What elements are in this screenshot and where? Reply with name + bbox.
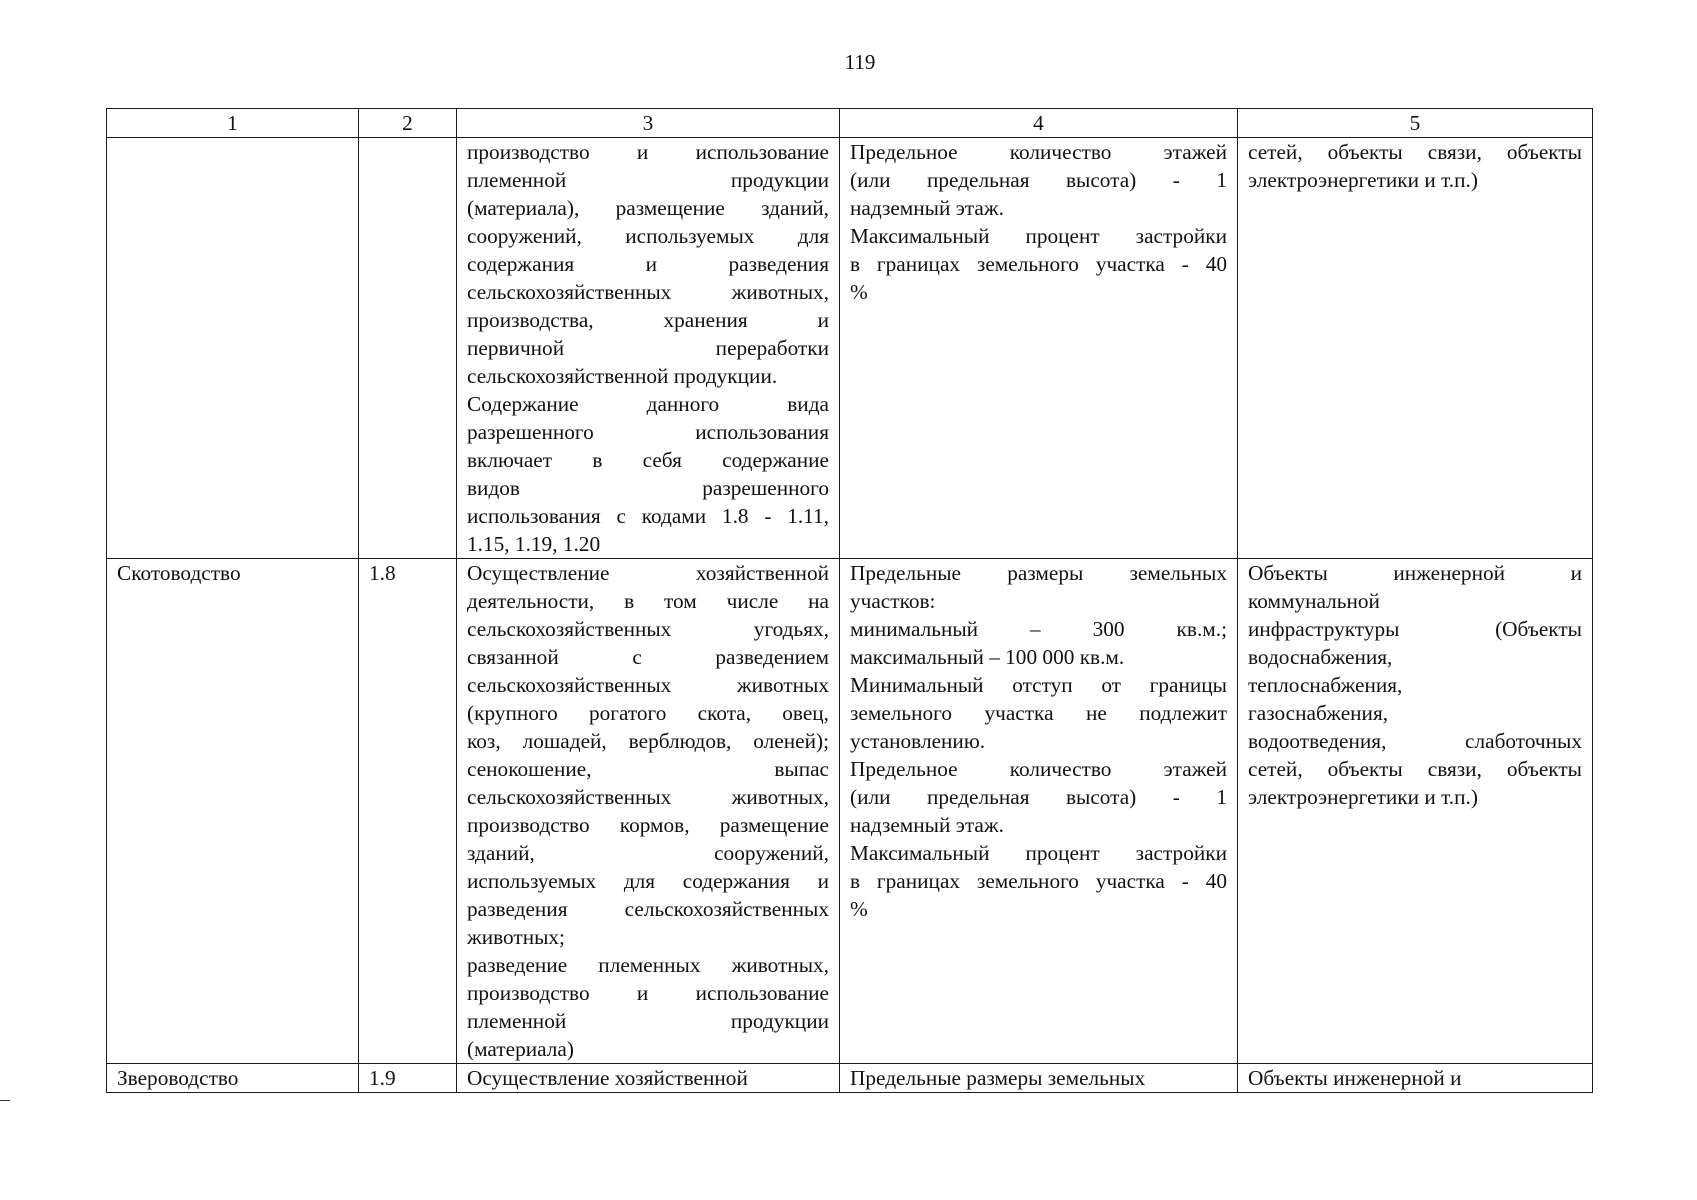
row-name-cell bbox=[107, 138, 359, 559]
row-code-cell: 1.8 bbox=[359, 559, 457, 1064]
row-code-cell bbox=[359, 138, 457, 559]
text-line: связанной с разведением bbox=[467, 645, 829, 669]
text-line: Максимальный процент застройки bbox=[850, 224, 1227, 248]
text-line: зданий, сооружений, bbox=[467, 841, 829, 865]
text-line: Минимальный отступ от границы bbox=[850, 673, 1227, 697]
row-description-cell bbox=[457, 138, 840, 559]
row-description-cell bbox=[457, 559, 840, 1064]
text-line: сенокошение, выпас bbox=[467, 757, 829, 781]
text-line: сельскохозяйственных угодьях, bbox=[467, 617, 829, 641]
text-line: сельскохозяйственных животных, bbox=[467, 785, 829, 809]
text-line: (материала) bbox=[467, 1037, 574, 1061]
text-line: сетей, объекты связи, объекты bbox=[1248, 757, 1582, 781]
row-auxiliary-cell bbox=[1238, 559, 1593, 1064]
text-line: водоснабжения, bbox=[1248, 645, 1393, 669]
text-line: Предельное количество этажей bbox=[850, 757, 1227, 781]
text-line: Осуществление хозяйственной bbox=[467, 1066, 748, 1090]
text-line: земельного участка не подлежит bbox=[850, 701, 1227, 725]
header-col-2: 2 bbox=[359, 109, 457, 138]
text-line: разрешенного использования bbox=[467, 420, 829, 444]
header-col-5: 5 bbox=[1238, 109, 1593, 138]
text-line: (или предельная высота) - 1 bbox=[850, 785, 1227, 809]
row-parameters-cell bbox=[840, 138, 1238, 559]
row-parameters-cell bbox=[840, 559, 1238, 1064]
text-line: производство кормов, размещение bbox=[467, 813, 829, 837]
text-line: производство и использование bbox=[467, 981, 829, 1005]
row-code-cell: 1.9 bbox=[359, 1064, 457, 1093]
text-line: надземный этаж. bbox=[850, 813, 1004, 837]
text-line: производства, хранения и bbox=[467, 308, 829, 332]
text-line: Объекты инженерной и bbox=[1248, 1066, 1462, 1090]
text-line: (крупного рогатого скота, овец, bbox=[467, 701, 829, 725]
table-header-row bbox=[107, 109, 1593, 138]
row-description-cell bbox=[457, 1064, 840, 1093]
row-name-cell: Звероводство bbox=[107, 1064, 359, 1093]
text-line: электроэнергетики и т.п.) bbox=[1248, 168, 1478, 192]
table-row bbox=[107, 1064, 1593, 1093]
margin-mark bbox=[0, 1100, 10, 1101]
text-line: сельскохозяйственной продукции. bbox=[467, 364, 778, 388]
text-line: видов разрешенного bbox=[467, 476, 829, 500]
row-parameters-cell bbox=[840, 1064, 1238, 1093]
row-name-cell: Скотоводство bbox=[107, 559, 359, 1064]
text-line: племенной продукции bbox=[467, 168, 829, 192]
row-auxiliary-cell bbox=[1238, 138, 1593, 559]
text-line: Предельные размеры земельных bbox=[850, 1066, 1146, 1090]
text-line: минимальный – 300 кв.м.; bbox=[850, 617, 1227, 641]
text-line: Предельные размеры земельных bbox=[850, 561, 1227, 585]
text-line: надземный этаж. bbox=[850, 196, 1004, 220]
text-line: инфраструктуры (Объекты bbox=[1248, 617, 1582, 641]
text-line: Осуществление хозяйственной bbox=[467, 561, 829, 585]
text-line: разведения сельскохозяйственных bbox=[467, 897, 829, 921]
table-row bbox=[107, 559, 1593, 1064]
document-table bbox=[106, 108, 1593, 1093]
text-line: коммунальной bbox=[1248, 589, 1380, 613]
header-col-4: 4 bbox=[840, 109, 1238, 138]
text-line: деятельности, в том числе на bbox=[467, 589, 829, 613]
text-line: сельскохозяйственных животных bbox=[467, 673, 829, 697]
header-col-3: 3 bbox=[457, 109, 840, 138]
text-line: используемых для содержания и bbox=[467, 869, 829, 893]
page-number: 119 bbox=[844, 50, 876, 74]
text-line: в границах земельного участка - 40 bbox=[850, 869, 1227, 893]
text-line: в границах земельного участка - 40 bbox=[850, 252, 1227, 276]
text-line: включает в себя содержание bbox=[467, 448, 829, 472]
text-line: производство и использование bbox=[467, 140, 829, 164]
text-line: теплоснабжения, bbox=[1248, 673, 1403, 697]
text-line: 1.15, 1.19, 1.20 bbox=[467, 532, 601, 556]
table-row bbox=[107, 138, 1593, 559]
text-line: водоотведения, слаботочных bbox=[1248, 729, 1582, 753]
text-line: животных; bbox=[467, 925, 565, 949]
text-line: Объекты инженерной и bbox=[1248, 561, 1582, 585]
text-line: Содержание данного вида bbox=[467, 392, 829, 416]
text-line: разведение племенных животных, bbox=[467, 953, 829, 977]
text-line: установлению. bbox=[850, 729, 986, 753]
header-col-1: 1 bbox=[107, 109, 359, 138]
text-line: коз, лошадей, верблюдов, оленей); bbox=[467, 729, 829, 753]
text-line: максимальный – 100 000 кв.м. bbox=[850, 645, 1125, 669]
text-line: племенной продукции bbox=[467, 1009, 829, 1033]
text-line: (или предельная высота) - 1 bbox=[850, 168, 1227, 192]
text-line: сетей, объекты связи, объекты bbox=[1248, 140, 1582, 164]
text-line: первичной переработки bbox=[467, 336, 829, 360]
text-line: Предельное количество этажей bbox=[850, 140, 1227, 164]
text-line: % bbox=[850, 897, 868, 921]
text-line: сельскохозяйственных животных, bbox=[467, 280, 829, 304]
text-line: Максимальный процент застройки bbox=[850, 841, 1227, 865]
text-line: электроэнергетики и т.п.) bbox=[1248, 785, 1478, 809]
text-line: газоснабжения, bbox=[1248, 701, 1389, 725]
row-auxiliary-cell bbox=[1238, 1064, 1593, 1093]
text-line: содержания и разведения bbox=[467, 252, 829, 276]
text-line: использования с кодами 1.8 - 1.11, bbox=[467, 504, 829, 528]
text-line: участков: bbox=[850, 589, 936, 613]
text-line: % bbox=[850, 280, 868, 304]
text-line: (материала), размещение зданий, bbox=[467, 196, 829, 220]
text-line: сооружений, используемых для bbox=[467, 224, 829, 248]
